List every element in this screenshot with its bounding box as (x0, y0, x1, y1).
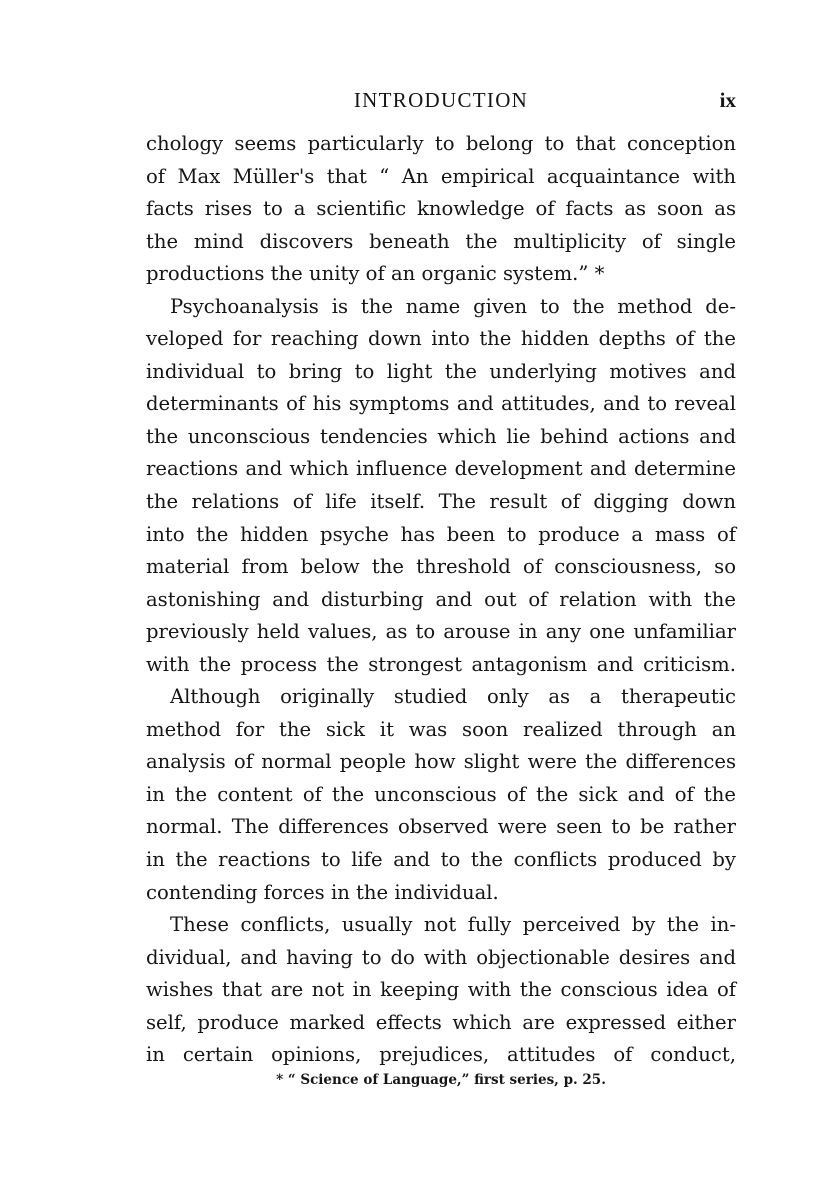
text-line: self, produce marked effects which are expressed either (146, 1010, 736, 1034)
text-line: wishes that are not in keeping with the conscious idea of (146, 978, 736, 1002)
text-line: productions the unity of an organic system.” * (146, 262, 605, 286)
text-line: determinants of his symptoms and attitudes, and to reveal (146, 392, 736, 416)
text-line: the relations of life itself. The result of digging down (146, 490, 736, 514)
paragraph-first-line: Psychoanalysis is the name given to the method de- (170, 294, 736, 318)
text-line: individual to bring to light the underlying motives and (146, 359, 736, 383)
paragraph-first-line: Although originally studied only as a therapeutic (170, 685, 736, 709)
text-line: contending forces in the individual. (146, 880, 499, 904)
text-line: astonishing and disturbing and out of relation with the (146, 587, 736, 611)
text-line: normal. The differences observed were seen to be rather (146, 815, 736, 839)
text-line: in the reactions to life and to the conflicts produced by (146, 848, 736, 872)
text-line: chology seems particularly to belong to that conception (146, 132, 736, 155)
page-number: ix (719, 88, 736, 112)
running-head (146, 84, 736, 116)
text-line: with the process the strongest antagonism and criticism. (146, 652, 736, 676)
body-text (146, 128, 736, 1072)
text-line: previously held values, as to arouse in any one unfamiliar (146, 620, 736, 644)
text-line: method for the sick it was soon realized through an (146, 717, 736, 741)
text-line: into the hidden psyche has been to produce a mass of (146, 522, 736, 546)
text-line: material from below the threshold of consciousness, so (146, 555, 736, 579)
text-line: facts rises to a scientific knowledge of facts as soon as (146, 197, 736, 221)
text-line: of Max Müller's that “ An empirical acquaintance with (146, 164, 736, 188)
text-line: the mind discovers beneath the multiplicity of single (146, 229, 736, 253)
text-line: reactions and which influence development and determine (146, 457, 736, 481)
running-title: INTRODUCTION (353, 88, 529, 112)
text-line: analysis of normal people how slight were the differences (146, 750, 736, 774)
text-line: in certain opinions, prejudices, attitudes of conduct, (146, 1043, 736, 1067)
text-line: the unconscious tendencies which lie behind actions and (146, 424, 736, 448)
text-line: veloped for reaching down into the hidden depths of the (146, 327, 736, 351)
paragraph-first-line: These conflicts, usually not fully perceived by the in- (170, 913, 736, 937)
text-line: dividual, and having to do with objectionable desires and (146, 945, 736, 969)
footnote: * “ Science of Language,” first series, p. 25. (276, 1072, 606, 1088)
text-line: in the content of the unconscious of the sick and of the (146, 782, 736, 806)
